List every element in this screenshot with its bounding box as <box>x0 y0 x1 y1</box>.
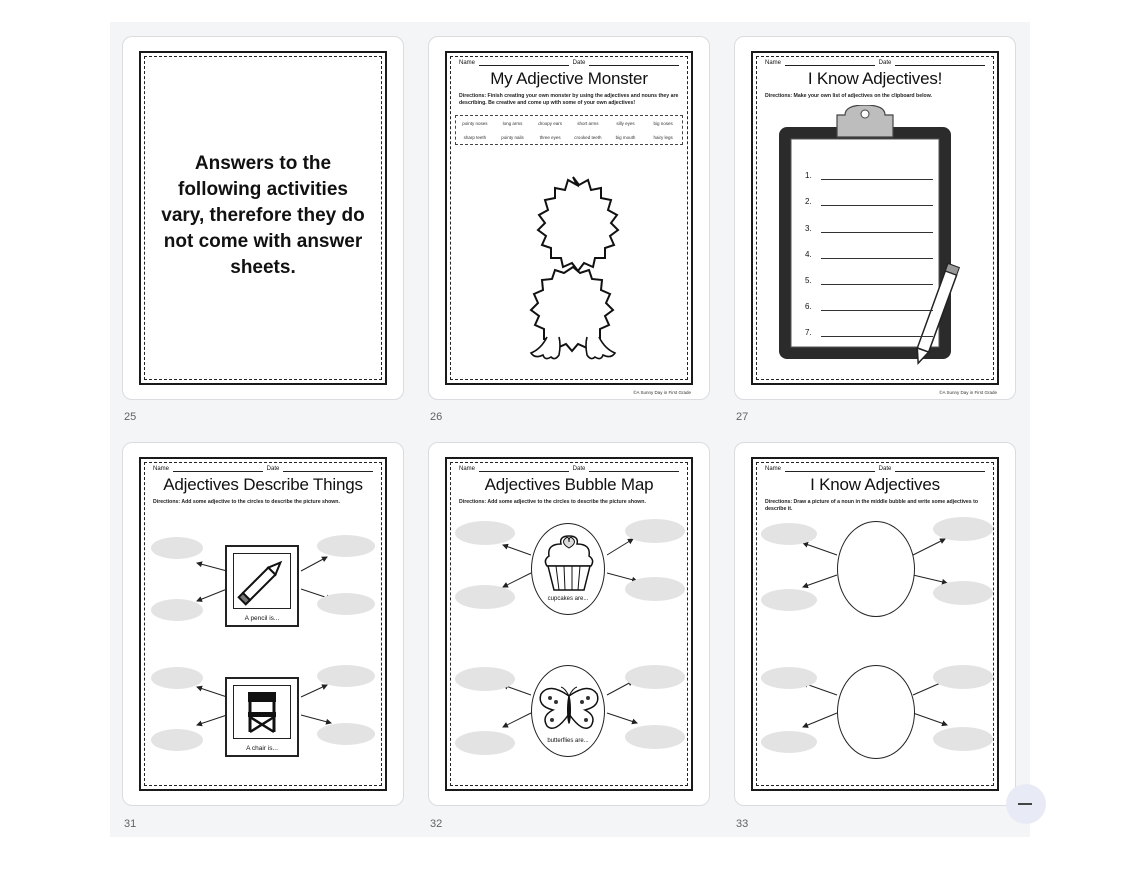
date-label: Date <box>572 466 586 472</box>
worksheet <box>445 457 693 791</box>
answer-bubble <box>625 665 685 689</box>
page-thumbnail-26[interactable] <box>428 36 710 400</box>
list-item: 6. <box>805 285 933 311</box>
center-bubble <box>531 523 605 615</box>
answer-bubble <box>317 723 375 745</box>
collapse-button[interactable] <box>1006 784 1046 824</box>
answer-bubble <box>151 537 203 559</box>
answer-bubble <box>317 593 375 615</box>
worksheet <box>445 51 693 385</box>
page-number-27: 27 <box>736 411 749 423</box>
word-bank-item: droopy ears <box>538 120 563 126</box>
answer-bubble <box>933 581 993 605</box>
name-label: Name <box>459 60 476 66</box>
word-bank-item: short arms <box>577 120 599 126</box>
page-thumbnail-27[interactable] <box>734 36 1016 400</box>
page-number-31: 31 <box>124 818 137 830</box>
word-bank-item: big mouth <box>615 134 636 140</box>
worksheet-title: My Adjective Monster <box>490 69 648 88</box>
answers-note: Answers to the following activities vary, therefore they do not come with answer sheets. <box>161 153 365 278</box>
worksheet-title: Adjectives Describe Things <box>163 475 363 494</box>
worksheet-title: I Know Adjectives <box>810 475 940 494</box>
answer-bubble <box>151 729 203 751</box>
picture-caption: cupcakes are... <box>547 596 589 602</box>
minus-icon <box>1018 803 1032 805</box>
answer-bubble <box>151 667 203 689</box>
page-number-32: 32 <box>430 818 443 830</box>
answer-bubble <box>761 523 817 545</box>
name-label: Name <box>765 60 782 66</box>
date-label: Date <box>878 60 892 66</box>
worksheet <box>139 51 387 385</box>
page-thumbnail-32[interactable] <box>428 442 710 806</box>
list-item: 5. <box>805 259 933 285</box>
worksheet <box>751 457 999 791</box>
worksheet <box>139 457 387 791</box>
word-bank-item: pointy nails <box>501 134 524 140</box>
list-item: 7. <box>805 311 933 337</box>
page-number-25: 25 <box>124 411 137 423</box>
thumbnail-grid <box>110 22 1030 837</box>
worksheet-title: I Know Adjectives! <box>807 69 943 88</box>
word-bank <box>455 115 683 145</box>
copyright-text: ©A Sunny Day in First Grade <box>633 390 691 395</box>
answer-bubble <box>625 519 685 543</box>
page-number-26: 26 <box>430 411 443 423</box>
worksheet-title: Adjectives Bubble Map <box>484 475 654 494</box>
word-bank-item: crooked teeth <box>574 134 602 140</box>
directors-chair-icon <box>234 686 290 738</box>
page-number-33: 33 <box>736 818 749 830</box>
picture-caption: A chair is... <box>246 745 278 752</box>
date-label: Date <box>878 466 892 472</box>
answer-bubble <box>933 727 993 751</box>
answer-bubble <box>455 731 515 755</box>
copyright-text: ©A Sunny Day in First Grade <box>939 390 997 395</box>
name-label: Name <box>153 466 170 472</box>
list-item: 4. <box>805 233 933 259</box>
page-thumbnail-31[interactable] <box>122 442 404 806</box>
picture-card <box>225 677 299 757</box>
answer-bubble <box>761 667 817 689</box>
center-bubble <box>837 521 915 617</box>
name-label: Name <box>765 466 782 472</box>
monster-outline-icon <box>499 171 647 371</box>
cupcake-icon <box>542 532 596 592</box>
page-thumbnail-25[interactable] <box>122 36 404 400</box>
worksheet-directions: Directions: Add some adjective to the circles to describe the picture shown. <box>153 499 340 505</box>
word-bank-item: big noses <box>653 120 673 126</box>
word-bank-item: pointy noses <box>462 120 488 126</box>
word-bank-item: three eyes <box>539 134 561 140</box>
page-thumbnail-33[interactable] <box>734 442 1016 806</box>
picture-caption: A pencil is... <box>244 615 280 622</box>
date-label: Date <box>572 60 586 66</box>
list-item: 3. <box>805 206 933 232</box>
word-bank-item: sharp teeth <box>463 134 487 140</box>
picture-card <box>225 545 299 627</box>
answer-bubble <box>933 665 993 689</box>
answer-bubble <box>761 589 817 611</box>
list-item: 1. <box>805 154 933 180</box>
answer-bubble <box>625 725 685 749</box>
answer-bubble <box>151 599 203 621</box>
picture-caption: butterflies are... <box>547 738 589 744</box>
answer-bubble <box>317 535 375 557</box>
worksheet-directions: Directions: Make your own list of adjectives on the clipboard below. <box>765 93 932 99</box>
answer-bubble <box>761 731 817 753</box>
list-item: 2. <box>805 180 933 206</box>
word-bank-item: hairy legs <box>653 134 673 140</box>
worksheet-directions: Directions: Add some adjective to the circles to describe the picture shown. <box>459 499 646 505</box>
answer-bubble <box>455 667 515 691</box>
worksheet-directions: Directions: Finish creating your own monster by using the adjectives and nouns they are describing. Be creative and come up with some of your own adjectives! <box>459 93 679 106</box>
date-label: Date <box>266 466 280 472</box>
center-bubble <box>837 665 915 759</box>
answer-bubble <box>317 665 375 687</box>
word-bank-item: long arms <box>502 120 523 126</box>
answer-bubble <box>933 517 993 541</box>
name-label: Name <box>459 466 476 472</box>
word-bank-item: silly eyes <box>616 120 635 126</box>
butterfly-icon <box>538 686 600 732</box>
worksheet <box>751 51 999 385</box>
pencil-icon <box>234 554 290 608</box>
center-bubble <box>531 665 605 757</box>
adjective-list <box>805 154 933 337</box>
worksheet-directions: Directions: Draw a picture of a noun in the middle bubble and write some adjectives to describe it. <box>765 499 979 512</box>
answer-bubble <box>455 585 515 609</box>
answer-bubble <box>625 577 685 601</box>
answer-bubble <box>455 521 515 545</box>
